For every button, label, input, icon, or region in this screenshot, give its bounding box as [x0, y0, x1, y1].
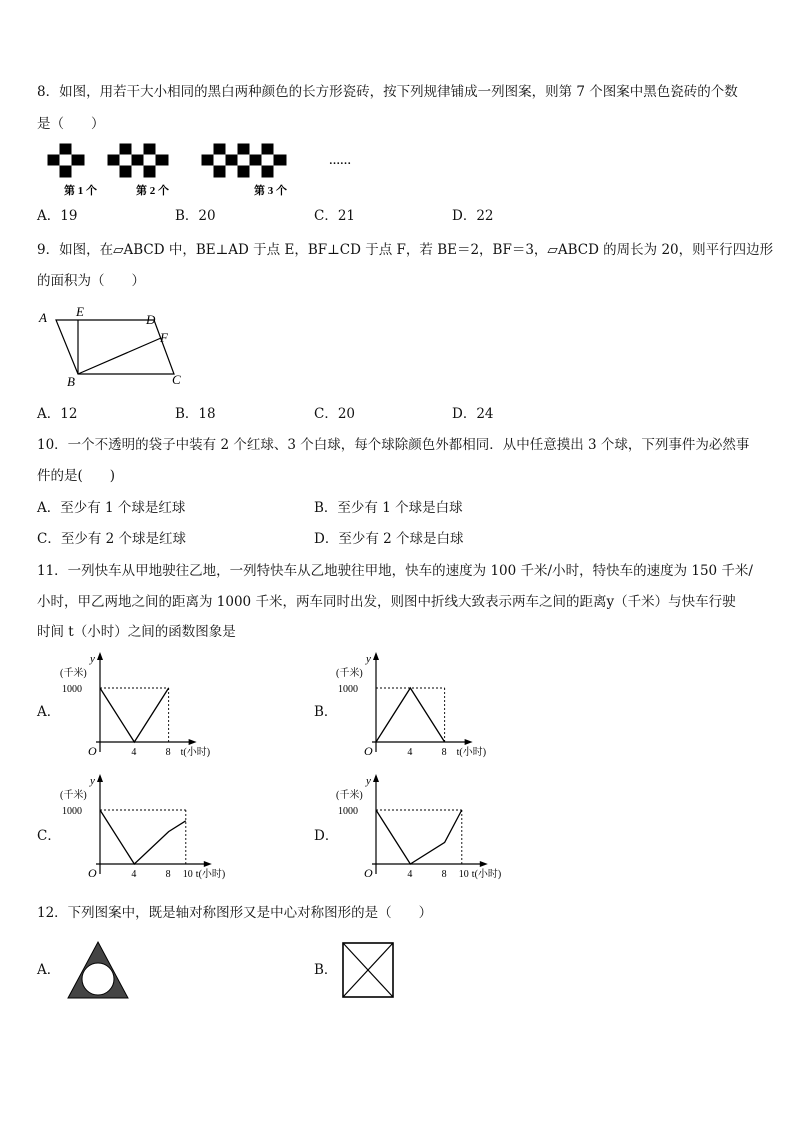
- black-tile: [144, 144, 156, 155]
- white-tile: [144, 155, 156, 166]
- q9-option-b[interactable]: B．18: [175, 406, 216, 422]
- q11-option-c-label[interactable]: C．: [37, 828, 61, 844]
- white-tile: [250, 144, 262, 155]
- q8-ellipsis: ……: [329, 155, 351, 167]
- white-tile: [274, 166, 286, 177]
- x-axis-arrow: [204, 861, 212, 867]
- q11-option-a-label[interactable]: A．: [37, 704, 61, 720]
- white-tile: [120, 155, 132, 166]
- q10-stem-line1: 10．一个不透明的袋子中装有 2 个红球、3 个白球，每个球除颜色外都相同．从中任意摸出 3 个球，下列事件为必然事: [37, 437, 750, 453]
- inner-circle-shape: [82, 963, 114, 995]
- y-unit-label: (千米): [60, 790, 87, 801]
- q8-fig-label-3: 第 3 个: [254, 185, 287, 197]
- q11-graph-b[interactable]: [334, 650, 487, 762]
- white-tile: [108, 144, 120, 155]
- x-tick-label: 8: [441, 747, 447, 758]
- y-axis-label: y: [366, 775, 371, 787]
- q9-stem-line2: 的面积为（ ）: [37, 273, 145, 289]
- point-label-a: A: [39, 310, 47, 325]
- distance-curve: [376, 810, 462, 864]
- x-axis-label: t(小时): [456, 747, 487, 758]
- y-axis-label: y: [366, 653, 371, 665]
- q11-option-b-label[interactable]: B．: [314, 704, 338, 720]
- y-unit-label: (千米): [336, 668, 363, 679]
- white-tile: [238, 155, 250, 166]
- tile-patterns: [48, 144, 286, 177]
- distance-curve: [376, 688, 445, 742]
- x-tick-label: 10: [182, 869, 193, 880]
- x-axis-label: t(小时): [471, 869, 502, 880]
- x-axis-arrow: [189, 739, 197, 745]
- white-tile: [250, 166, 262, 177]
- point-label-d: D: [146, 312, 156, 327]
- white-tile: [202, 166, 214, 177]
- y-tick-label-1000: 1000: [62, 806, 82, 817]
- q10-option-d[interactable]: D．至少有 2 个球是白球: [314, 531, 464, 547]
- q12-square-cross-figure[interactable]: [341, 941, 395, 999]
- black-tile: [250, 155, 262, 166]
- q12-stem: 12．下列图案中，既是轴对称图形又是中心对称图形的是（ ）: [37, 905, 433, 921]
- white-tile: [60, 155, 72, 166]
- black-tile: [262, 166, 274, 177]
- y-unit-label: (千米): [60, 668, 87, 679]
- black-tile: [214, 166, 226, 177]
- y-axis-label: y: [90, 653, 95, 665]
- q8-tile-pattern-figure: [44, 142, 364, 197]
- white-tile: [132, 166, 144, 177]
- black-tile: [156, 155, 168, 166]
- x-tick-label: 8: [165, 747, 171, 758]
- x-tick-label: 10: [458, 869, 469, 880]
- q11-graph-a[interactable]: [58, 650, 211, 762]
- parallelogram-abcd: [56, 320, 174, 374]
- q10-option-a[interactable]: A．至少有 1 个球是红球: [37, 500, 186, 516]
- white-tile: [72, 166, 84, 177]
- white-tile: [108, 166, 120, 177]
- y-axis-arrow: [97, 774, 103, 782]
- y-axis-arrow: [373, 774, 379, 782]
- black-tile: [120, 144, 132, 155]
- x-tick-label: 4: [131, 747, 137, 758]
- white-tile: [226, 166, 238, 177]
- y-tick-label-1000: 1000: [62, 684, 82, 695]
- x-axis-label: t(小时): [195, 869, 226, 880]
- q9-option-c[interactable]: C．20: [314, 406, 356, 422]
- x-tick-label: 8: [441, 869, 447, 880]
- q11-stem-line3: 时间 t（小时）之间的函数图象是: [37, 624, 236, 640]
- white-tile: [274, 144, 286, 155]
- q8-fig-label-1: 第 1 个: [64, 185, 97, 197]
- q8-stem-line2: 是（ ）: [37, 116, 105, 132]
- black-tile: [262, 144, 274, 155]
- black-tile: [108, 155, 120, 166]
- y-tick-label-1000: 1000: [338, 684, 358, 695]
- q12-triangle-circle-figure[interactable]: [66, 940, 130, 1002]
- black-tile: [60, 166, 72, 177]
- q11-stem-line2a: 小时，甲乙两地之间的距离为 1000 千米，两车同时出发，则图中折线大致表示两车之间的距离: [37, 594, 607, 610]
- q10-option-b[interactable]: B．至少有 1 个球是白球: [314, 500, 463, 516]
- black-tile: [60, 144, 72, 155]
- x-tick-label: 4: [407, 869, 413, 880]
- y-axis-arrow: [97, 652, 103, 660]
- white-tile: [226, 144, 238, 155]
- white-tile: [156, 166, 168, 177]
- y-tick-label-1000: 1000: [338, 806, 358, 817]
- black-tile: [238, 144, 250, 155]
- q8-stem-line1: 8．如图，用若干大小相同的黑白两种颜色的长方形瓷砖，按下列规律铺成一列图案，则第 7 个图案中黑色瓷砖的个数: [37, 84, 738, 100]
- x-tick-label: 4: [131, 869, 137, 880]
- q10-option-c[interactable]: C．至少有 2 个球是红球: [37, 531, 187, 547]
- q8-option-a[interactable]: A．19: [37, 208, 78, 224]
- q9-parallelogram-figure: [36, 302, 196, 392]
- white-tile: [202, 144, 214, 155]
- segment-bf: [78, 338, 161, 374]
- x-axis-label: t(小时): [180, 747, 211, 758]
- q8-option-d[interactable]: D．22: [452, 208, 494, 224]
- x-axis-arrow: [480, 861, 488, 867]
- black-tile: [72, 155, 84, 166]
- q11-graph-d[interactable]: [334, 772, 502, 884]
- black-tile: [120, 166, 132, 177]
- black-tile: [132, 155, 144, 166]
- q11-stem-line1: 11．一列快车从甲地驶往乙地，一列特快车从乙地驶往甲地，快车的速度为 100 千米/小时，特快车的速度为 150 千米/: [37, 563, 753, 579]
- white-tile: [132, 144, 144, 155]
- point-label-c: C: [172, 372, 181, 387]
- q9-option-d[interactable]: D．24: [452, 406, 494, 422]
- white-tile: [48, 166, 60, 177]
- y-axis-arrow: [373, 652, 379, 660]
- q8-option-b[interactable]: B．20: [175, 208, 216, 224]
- point-label-b: B: [67, 374, 75, 389]
- origin-label: O: [88, 744, 97, 758]
- q11-stem-line2b: y（千米）与快车行驶: [606, 594, 736, 610]
- black-tile: [214, 144, 226, 155]
- x-tick-label: 4: [407, 747, 413, 758]
- black-tile: [238, 166, 250, 177]
- q12-option-a-label[interactable]: A．: [37, 962, 61, 978]
- y-unit-label: (千米): [336, 790, 363, 801]
- white-tile: [214, 155, 226, 166]
- white-tile: [156, 144, 168, 155]
- q9-option-a[interactable]: A．12: [37, 406, 78, 422]
- white-tile: [262, 155, 274, 166]
- q9-stem-line1: 9．如图，在▱ABCD 中，BE⊥AD 于点 E，BF⊥CD 于点 F，若 BE＝2，BF＝3，▱ABCD 的周长为 20，则平行四边形: [37, 242, 774, 258]
- y-axis-label: y: [90, 775, 95, 787]
- q11-option-d-label[interactable]: D．: [314, 828, 339, 844]
- q11-graph-c[interactable]: [58, 772, 226, 884]
- black-tile: [226, 155, 238, 166]
- x-tick-label: 8: [165, 869, 171, 880]
- q10-stem-line2: 件的是( ): [37, 468, 116, 484]
- q8-option-c[interactable]: C．21: [314, 208, 356, 224]
- white-tile: [72, 144, 84, 155]
- black-tile: [274, 155, 286, 166]
- black-tile: [48, 155, 60, 166]
- point-label-e: E: [76, 304, 84, 319]
- distance-curve: [100, 810, 186, 864]
- distance-curve: [100, 688, 169, 742]
- origin-label: O: [88, 866, 97, 880]
- q11-stem-line2: [37, 592, 736, 612]
- white-tile: [48, 144, 60, 155]
- q8-fig-label-2: 第 2 个: [136, 185, 169, 197]
- x-axis-arrow: [465, 739, 473, 745]
- origin-label: O: [364, 744, 373, 758]
- black-tile: [202, 155, 214, 166]
- q12-option-b-label[interactable]: B．: [314, 962, 338, 978]
- origin-label: O: [364, 866, 373, 880]
- black-tile: [144, 166, 156, 177]
- point-label-f: F: [160, 330, 168, 345]
